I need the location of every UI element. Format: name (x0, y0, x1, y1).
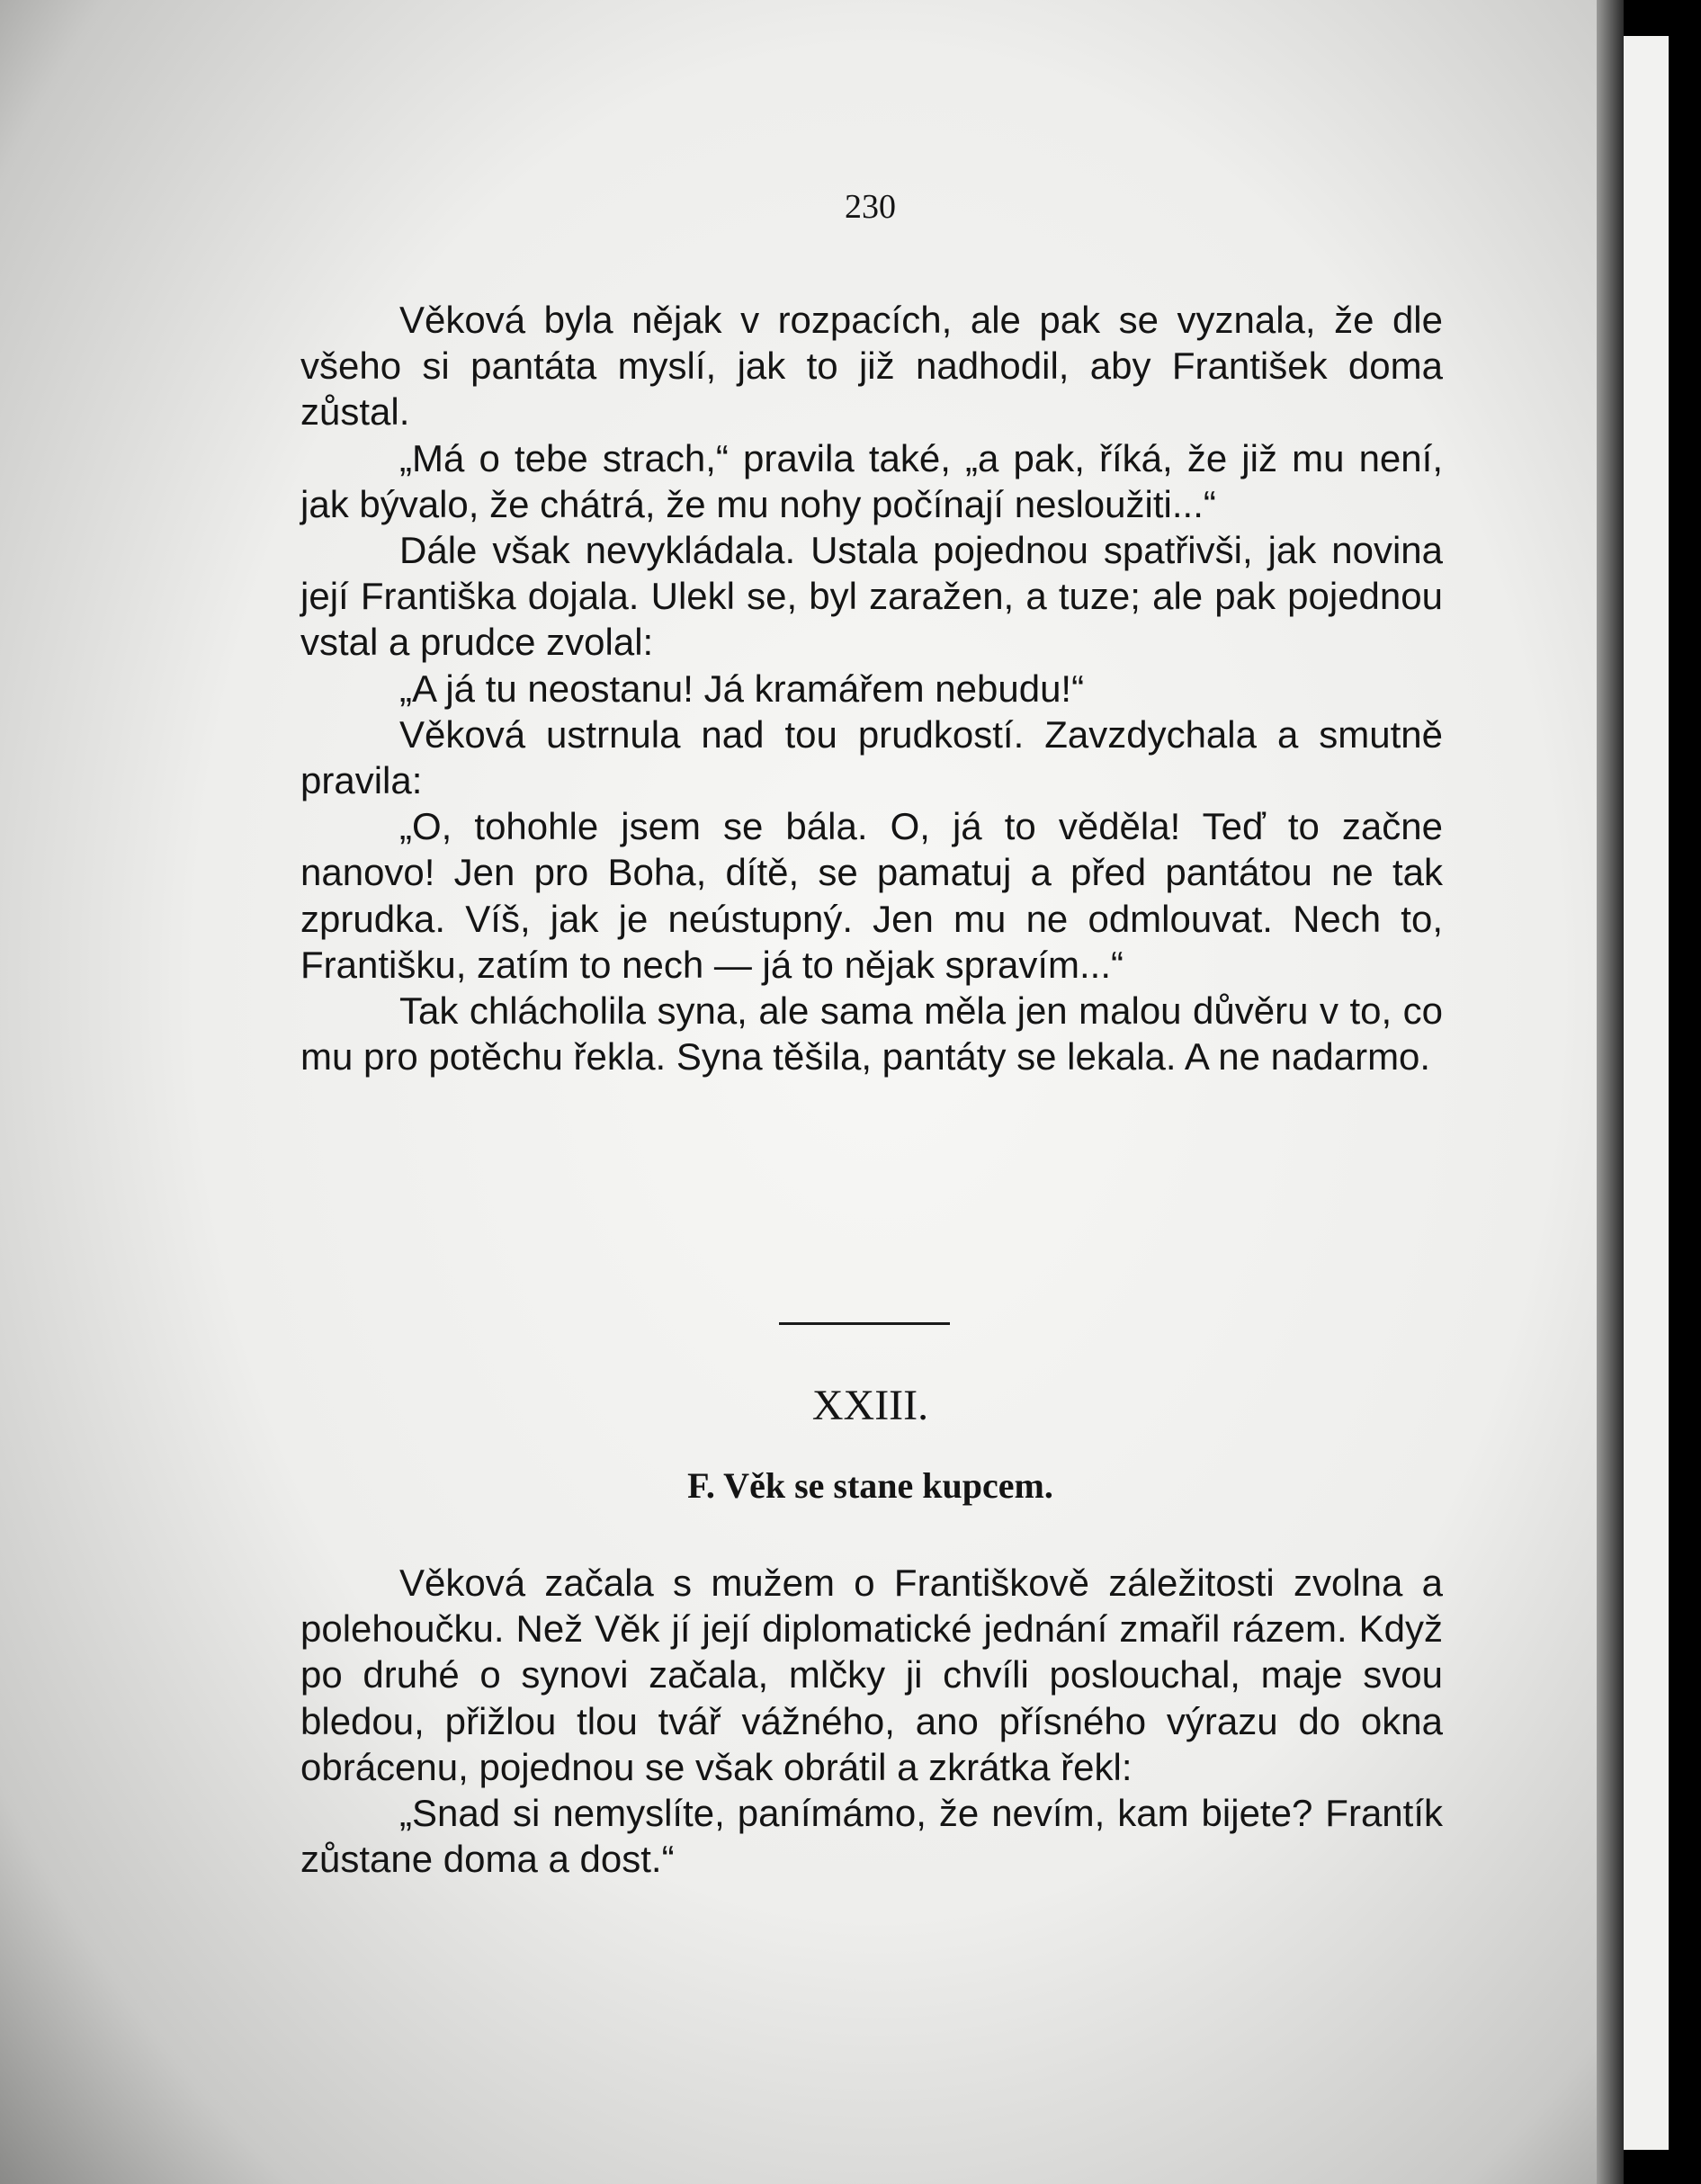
chapter-number: XXIII. (811, 1382, 929, 1429)
paragraph: Věková začala s mužem o Františkově záležitosti zvolna a polehoučku. Než Věk jí její diplomatické jednání zmařil rázem. Když po druhé o synovi začala, mlčky ji chvíli poslouchal, maje svou bledou, přižlou tlou tvář vážného, ano přísného výrazu do okna obrácenu, pojednou se však obrátil a zkrátka řekl: (300, 1562, 1443, 1788)
chapter-xxii-ending-text (300, 297, 1443, 1079)
section-divider (779, 1322, 950, 1325)
paragraph: „Snad si nemyslíte, panímámo, že nevím, kam bijete? Frantík zůstane doma a dost.“ (300, 1792, 1443, 1881)
chapter-title: F. Věk se stane kupcem. (687, 1465, 1053, 1506)
paragraph: Věková byla nějak v rozpacích, ale pak se vyznala, že dle všeho si pantáta myslí, jak to již nadhodil, aby František doma zůstal. (300, 299, 1443, 434)
page-edge-shadow (1597, 0, 1624, 2184)
paragraph: Věková ustrnula nad tou prudkostí. Zavzdychala a smutně pravila: (300, 712, 1443, 802)
paragraph: Tak chlácholila syna, ale sama měla jen malou důvěru v to, co mu pro potěchu řekla. Syna těšila, pantáty se lekala. A ne nadarmo. (300, 989, 1443, 1079)
page-number: 230 (845, 188, 896, 226)
chapter-xxiii-text (300, 1560, 1443, 1882)
paragraph: „Má o tebe strach,“ pravila také, „a pak, říká, že již mu není, jak bývalo, že chátrá, že mu nohy počínají nesloužiti...“ (300, 436, 1443, 525)
next-page-edge (1624, 36, 1669, 2150)
paragraph: „A já tu neostanu! Já kramářem nebudu!“ (399, 667, 1085, 710)
paragraph: „O, tohohle jsem se bála. O, já to věděla! Teď to začne nanovo! Jen pro Boha, dítě, se pamatuj a před pantátou ne tak zprudka. Víš, jak je neústupný. Jen mu ne odmlouvat. Nech to, Františku, zatím to nech — já to nějak spravím...“ (300, 805, 1443, 986)
paragraph: Dále však nevykládala. Ustala pojednou spatřivši, jak novina její Františka dojala. Ulekl se, byl zaražen, a tuze; ale pak pojednou vstal a prudce zvolal: (300, 529, 1443, 664)
